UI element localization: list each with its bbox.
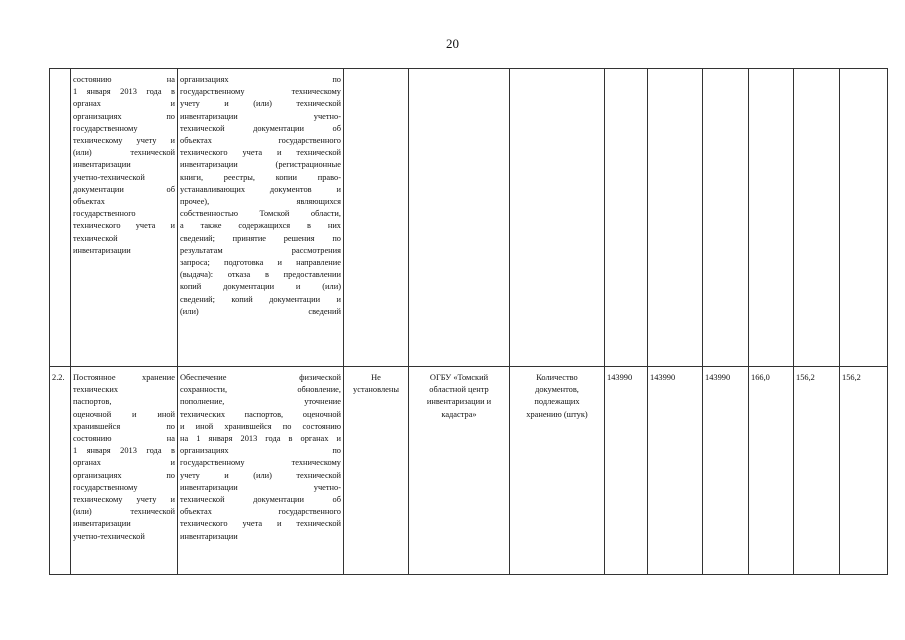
service-name-cell-line: техническому учету и <box>73 136 175 146</box>
value-cell <box>840 69 888 367</box>
service-name-cell-line: технических <box>73 385 119 395</box>
service-name-cell-line: документации об <box>73 184 175 194</box>
service-content-cell-line: государственному техническому <box>180 87 341 97</box>
service-name-cell-line: технического учета и <box>73 221 175 231</box>
service-name-cell-line: 1 января 2013 года в <box>73 446 175 456</box>
service-content-cell <box>178 367 344 575</box>
service-content-cell-line: технической документации об <box>180 123 341 133</box>
value-cell <box>794 69 840 367</box>
institution-cell-line: кадастра» <box>441 409 477 419</box>
indicator-cell-line: Количество <box>536 373 578 382</box>
service-name-cell-line: паспортов, <box>73 397 112 407</box>
service-name-cell-line: (или) технической <box>73 507 175 517</box>
service-content-cell-line: учету и (или) технической <box>180 470 341 480</box>
service-content-cell-line: Обеспечение физической <box>180 373 341 382</box>
requirements-cell-line: Не <box>371 373 381 382</box>
service-content-cell-line: сведений; принятие решения по <box>180 233 341 243</box>
service-content-cell-line: пополнение, уточнение <box>180 397 341 407</box>
service-content-cell-line: государственному техническому <box>180 458 341 468</box>
service-name-cell-line: органах и <box>73 99 175 109</box>
service-content-cell-line: учету и (или) технической <box>180 99 341 109</box>
value-cell: 143990 <box>605 367 648 575</box>
service-content-cell-line: технических паспортов, оценочной <box>180 409 341 419</box>
service-name-cell-line: хранившейся по <box>73 421 175 431</box>
service-content-cell-line: организациях по <box>180 75 341 84</box>
indicator-cell-line: хранению (штук) <box>526 409 588 419</box>
service-content-cell-line: и иной хранившейся по состоянию <box>180 421 341 431</box>
institution-cell <box>409 367 510 575</box>
service-content-cell-line: а также содержащихся в них <box>180 221 341 231</box>
service-content-cell-line: запроса; подготовка и направление <box>180 258 341 268</box>
requirements-cell <box>344 367 409 575</box>
value-cell: 143990 <box>703 367 749 575</box>
table-row <box>50 69 888 367</box>
service-name-cell-line: 1 января 2013 года в <box>73 87 175 97</box>
service-name-cell-line: техническому учету и <box>73 495 175 505</box>
service-name-cell-line: Постоянное хранение <box>73 373 175 382</box>
service-name-cell-line: инвентаризации <box>73 519 131 529</box>
service-content-cell-line: сведений; копий документации и <box>180 294 341 304</box>
row-number <box>50 69 71 367</box>
service-name-cell-line: учетно-технической <box>73 531 145 541</box>
service-content-cell-line: объектах государственного <box>180 136 341 146</box>
requirements-cell-line: установлены <box>353 385 399 395</box>
service-content-cell-line: технического учета и технической <box>180 519 341 529</box>
service-content-cell-line: результатам рассмотрения <box>180 245 341 255</box>
service-content-cell-line: технической документации об <box>180 495 341 505</box>
value-cell <box>605 69 648 367</box>
institution-cell-line: областной центр <box>429 385 489 395</box>
requirements-cell <box>344 69 409 367</box>
service-content-cell-line: на 1 января 2013 года в органах и <box>180 434 341 444</box>
service-name-cell-line: организациях по <box>73 470 175 480</box>
indicator-cell-line: подлежащих <box>534 397 580 407</box>
value-cell <box>703 69 749 367</box>
row-number: 2.2. <box>50 367 71 575</box>
value-cell: 166,0 <box>749 367 794 575</box>
service-content-cell <box>178 69 344 367</box>
institution-cell-line: ОГБУ «Томский <box>429 373 489 382</box>
service-content-cell-line: инвентаризации <box>180 531 238 541</box>
value-cell: 156,2 <box>794 367 840 575</box>
service-content-cell-line: прочее), являющихся <box>180 197 341 207</box>
service-content-cell-line: сохранности, обновление, <box>180 385 341 395</box>
institution-cell <box>409 69 510 367</box>
services-table <box>49 68 888 575</box>
service-name-cell-line: государственному <box>73 123 138 133</box>
service-content-cell-line: объектах государственного <box>180 507 341 517</box>
service-content-cell-line: (или) сведений <box>180 306 341 316</box>
service-name-cell-line: организациях по <box>73 111 175 121</box>
service-name-cell <box>71 69 178 367</box>
service-name-cell <box>71 367 178 575</box>
service-content-cell-line: копий документации и (или) <box>180 282 341 292</box>
service-name-cell-line: состоянию на <box>73 75 175 84</box>
value-cell <box>749 69 794 367</box>
service-name-cell-line: учетно-технической <box>73 172 145 182</box>
service-name-cell-line: технической <box>73 233 118 243</box>
value-cell: 143990 <box>648 367 703 575</box>
service-name-cell-line: состоянию на <box>73 434 175 444</box>
page-number: 20 <box>446 36 459 51</box>
service-name-cell-line: государственному <box>73 482 138 492</box>
service-name-cell-line: инвентаризации <box>73 245 131 255</box>
service-name-cell-line: объектах <box>73 197 105 207</box>
table-row <box>50 367 888 575</box>
service-name-cell-line: государственного <box>73 209 136 219</box>
service-content-cell-line: инвентаризации учетно- <box>180 111 341 121</box>
service-content-cell-line: инвентаризации учетно- <box>180 482 341 492</box>
value-cell <box>648 69 703 367</box>
service-name-cell-line: инвентаризации <box>73 160 131 170</box>
service-name-cell-line: оценочной и иной <box>73 409 175 419</box>
service-content-cell-line: (выдача): отказа в предоставлении <box>180 270 341 280</box>
service-content-cell-line: организациях по <box>180 446 341 456</box>
service-content-cell-line: технического учета и технической <box>180 148 341 158</box>
indicator-cell <box>510 69 605 367</box>
indicator-cell-line: документов, <box>535 385 579 395</box>
service-content-cell-line: инвентаризации (регистрационные <box>180 160 341 170</box>
service-name-cell-line: (или) технической <box>73 148 175 158</box>
service-content-cell-line: собственностью Томской области, <box>180 209 341 219</box>
service-content-cell-line: книги, реестры, копии право- <box>180 172 341 182</box>
indicator-cell <box>510 367 605 575</box>
institution-cell-line: инвентаризации и <box>426 397 492 407</box>
service-content-cell-line: устанавливающих документов и <box>180 184 341 194</box>
service-name-cell-line: органах и <box>73 458 175 468</box>
value-cell: 156,2 <box>840 367 888 575</box>
